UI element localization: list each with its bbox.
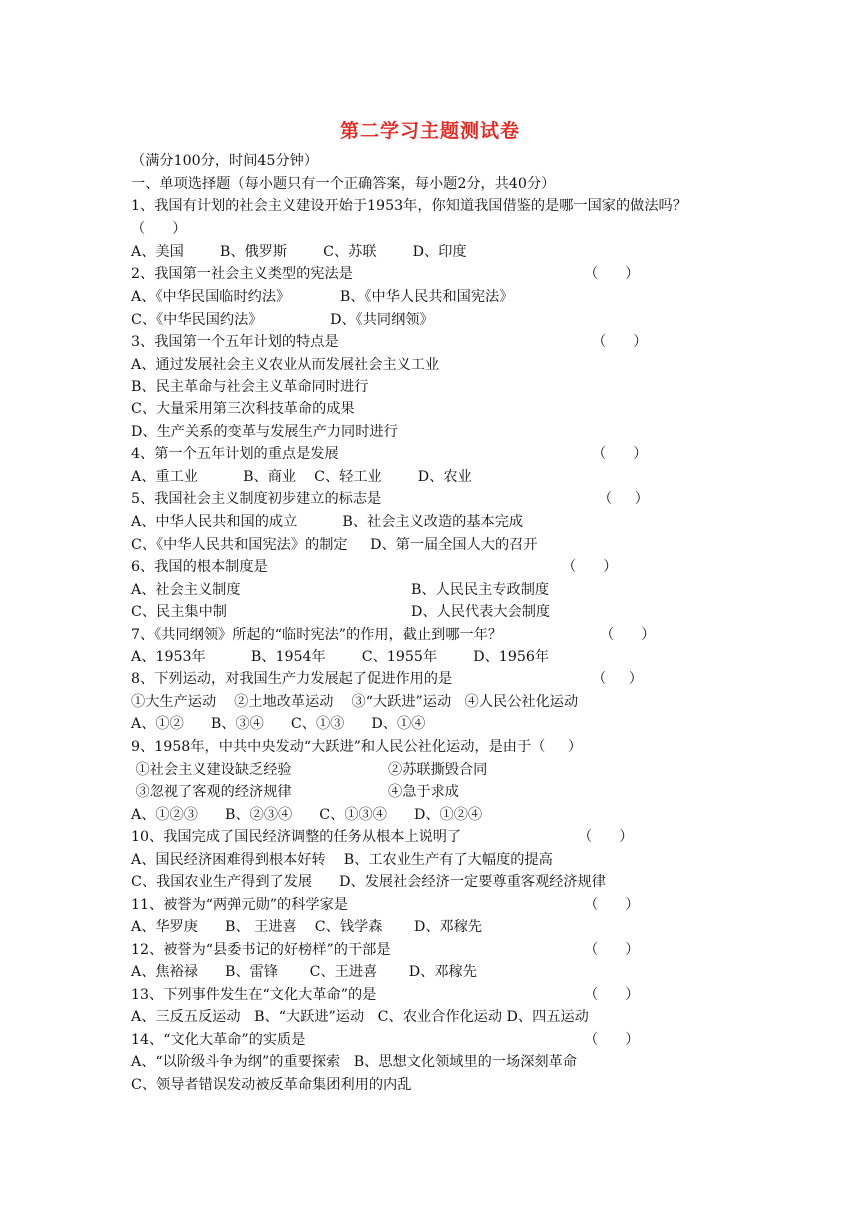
- question-line: A、焦裕禄 B、雷锋 C、王进喜 D、邓稼先: [131, 964, 477, 980]
- question-line: A、重工业 B、商业 C、轻工业 D、农业: [131, 469, 472, 485]
- question-line: A、华罗庚 B、 王进喜 C、钱学森 D、邓稼先: [131, 919, 483, 935]
- question-line: A、社会主义制度: [131, 582, 241, 598]
- question-line: D、人民代表大会制度: [411, 604, 551, 620]
- question-line: ①大生产运动 ②土地改革运动 ③“大跃进”运动 ④人民公社化运动: [131, 694, 579, 710]
- answer-blank: （ ）: [592, 334, 648, 350]
- question-line: A、①② B、③④ C、①③ D、①④: [131, 716, 426, 732]
- question-line: ④急于求成: [388, 784, 459, 800]
- question-line: B、人民民主专政制度: [411, 582, 550, 598]
- question-line: 4、第一个五年计划的重点是发展: [131, 446, 339, 462]
- question-line: 11、被誉为“两弹元勋”的科学家是: [131, 897, 348, 913]
- answer-blank: （ ）: [562, 559, 618, 575]
- question-line: 1、我国有计划的社会主义建设开始于1953年，你知道我国借鉴的是哪一国家的做法吗？: [131, 198, 687, 214]
- question-line: ②苏联撕毁合同: [388, 762, 488, 778]
- question-line: A、《中华民国临时约法》 B、《中华人民共和国宪法》: [131, 289, 514, 305]
- question-line: B、民主革命与社会主义革命同时进行: [131, 379, 369, 395]
- page-title: 第二学习主题测试卷: [339, 120, 520, 142]
- question-line: 2、我国第一社会主义类型的宪法是: [131, 266, 353, 282]
- question-line: A、1953年 B、1954年 C、1955年 D、1956年: [131, 649, 550, 665]
- answer-blank: （ ）: [584, 987, 640, 1003]
- question-line: ③忽视了客观的经济规律: [131, 784, 292, 800]
- question-line: C、《中华民国约法》 D、《共同纲领》: [131, 312, 434, 328]
- question-line: 7、《共同纲领》所起的“临时宪法”的作用，截止到哪一年？: [131, 627, 503, 643]
- answer-blank: （ ）: [584, 942, 640, 958]
- question-line: A、中华人民共和国的成立 B、社会主义改造的基本完成: [131, 514, 524, 530]
- question-line: A、①②③ B、②③④ C、①③④ D、①②④: [131, 807, 483, 823]
- question-line: A、“以阶级斗争为纲”的重要探索 B、思想文化领域里的一场深刻革命: [131, 1054, 577, 1070]
- answer-blank: （ ）: [584, 897, 640, 913]
- answer-blank: （ ）: [592, 446, 648, 462]
- question-line: 5、我国社会主义制度初步建立的标志是: [131, 491, 382, 507]
- question-line: 10、我国完成了国民经济调整的任务从根本上说明了: [131, 829, 462, 845]
- answer-blank: （ ）: [578, 829, 634, 845]
- section-heading: 一、单项选择题（每小题只有一个正确答案，每小题2分，共40分）: [131, 176, 556, 192]
- question-line: D、生产关系的变革与发展生产力同时进行: [131, 424, 398, 440]
- question-line: C、《中华人民共和国宪法》的制定 D、第一届全国人大的召开: [131, 537, 538, 553]
- question-line: 14、“文化大革命”的实质是: [131, 1032, 306, 1048]
- exam-meta: （满分100分，时间45分钟）: [131, 153, 319, 169]
- question-line: C、民主集中制: [131, 604, 227, 620]
- question-line: 12、被誉为“县委书记的好榜样”的干部是: [131, 942, 391, 958]
- question-line: C、大量采用第三次科技革命的成果: [131, 401, 355, 417]
- answer-blank: （ ）: [131, 221, 187, 237]
- answer-blank: （ ）: [592, 671, 643, 687]
- question-line: A、美国 B、俄罗斯 C、苏联 D、印度: [131, 244, 467, 260]
- answer-blank: （ ）: [584, 266, 640, 282]
- question-line: 13、下列事件发生在“文化大革命”的是: [131, 987, 377, 1003]
- question-line: 9、1958年，中共中央发动“大跃进”和人民公社化运动，是由于（ ）: [131, 739, 583, 755]
- question-line: A、三反五反运动 B、“大跃进”运动 C、农业合作化运动 D、四五运动: [131, 1009, 589, 1025]
- question-line: 8、下列运动，对我国生产力发展起了促进作用的是: [131, 671, 453, 687]
- answer-blank: （ ）: [600, 627, 656, 643]
- answer-blank: （ ）: [584, 1032, 640, 1048]
- question-line: C、我国农业生产得到了发展 D、发展社会经济一定要尊重客观经济规律: [131, 874, 606, 890]
- question-line: A、通过发展社会主义农业从而发展社会主义工业: [131, 357, 440, 373]
- question-line: 3、我国第一个五年计划的特点是: [131, 334, 339, 350]
- question-line: A、国民经济困难得到根本好转 B、工农业生产有了大幅度的提高: [131, 852, 553, 868]
- question-line: 6、我国的根本制度是: [131, 559, 268, 575]
- answer-blank: （ ）: [598, 491, 649, 507]
- question-line: ①社会主义建设缺乏经验: [131, 762, 292, 778]
- question-line: C、领导者错误发动被反革命集团利用的内乱: [131, 1077, 412, 1093]
